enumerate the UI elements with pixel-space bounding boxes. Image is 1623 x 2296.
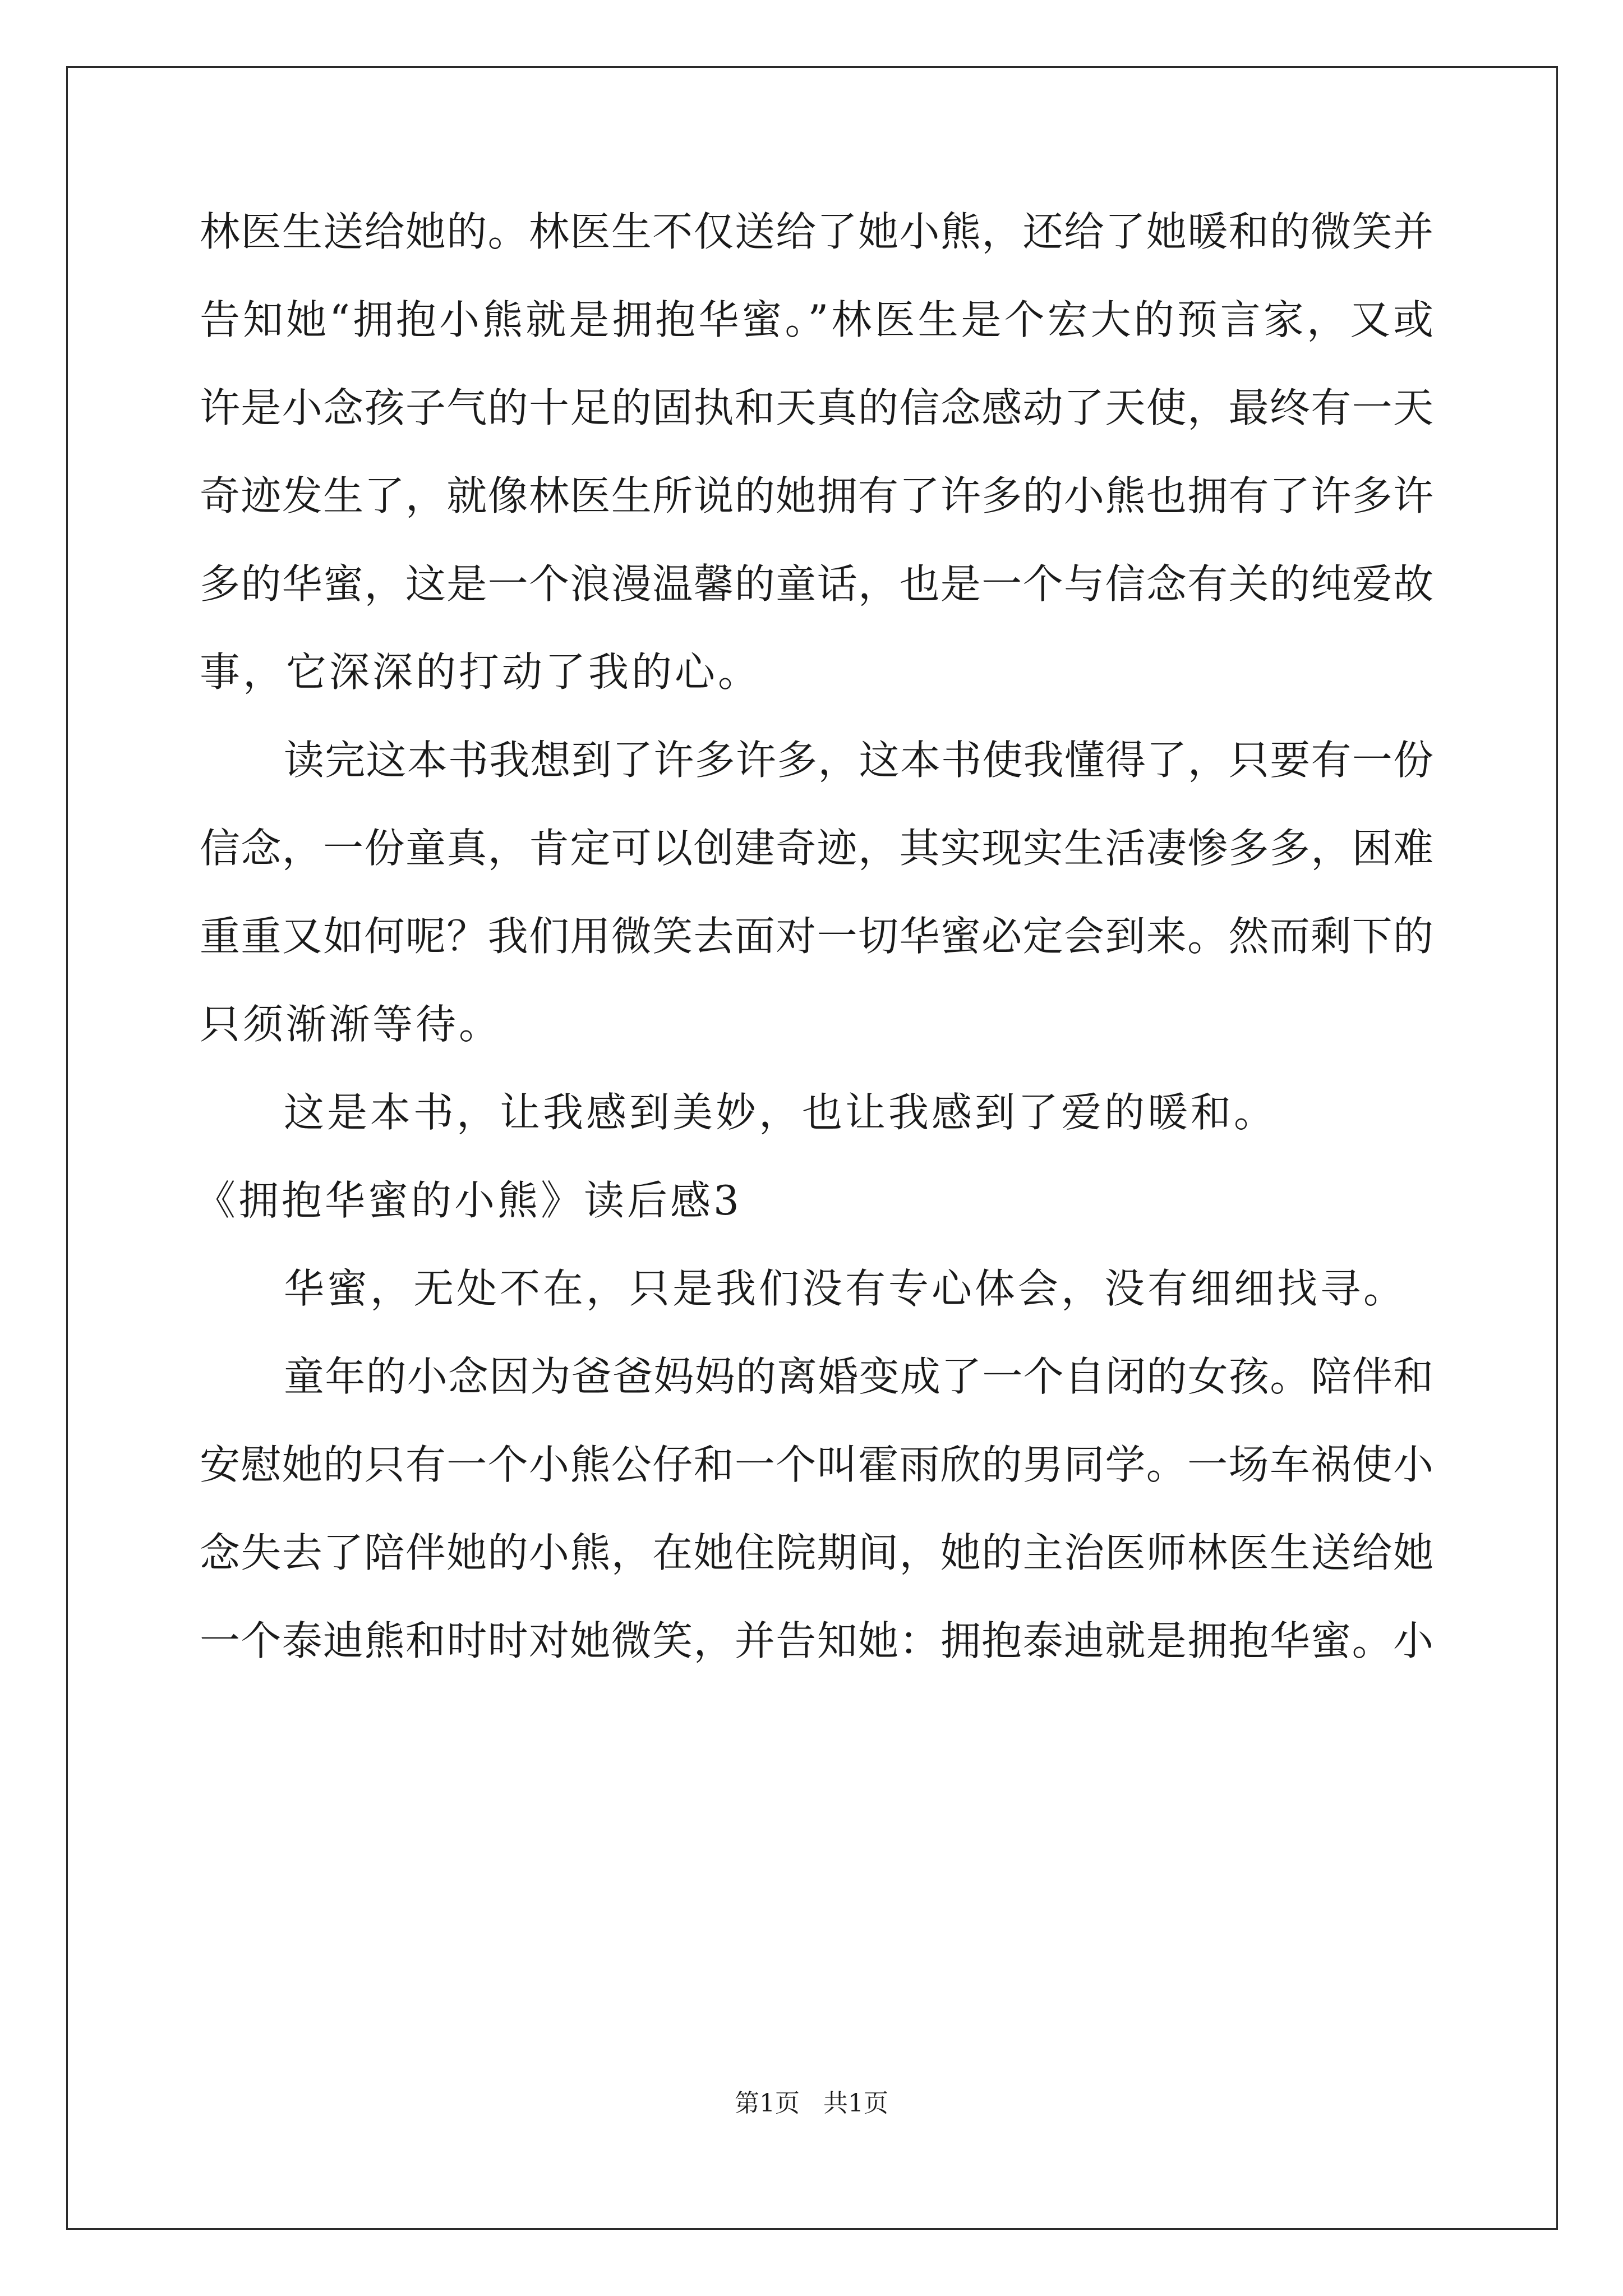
page-number: 第1页 共1页 xyxy=(735,2089,888,2118)
text-line: 童年的小念因为爸爸妈妈的离婚变成了一个自闭的女孩。陪伴和 xyxy=(284,1353,1433,1400)
document-body xyxy=(195,208,1433,1709)
text-line: 念失去了陪伴她的小熊，在她住院期间，她的主治医师林医生送给她 xyxy=(200,1529,1433,1576)
text-line: 这是本书，让我感到美妙，也让我感到了爱的暖和。 xyxy=(284,1089,1278,1136)
text-line: 华蜜，无处不在，只是我们没有专心体会，没有细细找寻。 xyxy=(284,1265,1407,1312)
text-line: 告知她“拥抱小熊就是拥抱华蜜。”林医生是个宏大的预言家，又或 xyxy=(200,296,1433,343)
page-footer xyxy=(0,2091,1623,2116)
text-line: 读完这本书我想到了许多许多，这本书使我懂得了，只要有一份 xyxy=(284,737,1433,784)
text-line: 事，它深深的打动了我的心。 xyxy=(200,648,762,696)
text-line: 安慰她的只有一个小熊公仔和一个叫霍雨欣的男同学。一场车祸使小 xyxy=(200,1441,1433,1488)
text-line: 奇迹发生了，就像林医生所说的她拥有了许多的小熊也拥有了许多许 xyxy=(200,472,1433,519)
text-line: 许是小念孩子气的十足的固执和天真的信念感动了天使，最终有一天 xyxy=(200,384,1433,431)
text-line: 重重又如何呢？我们用微笑去面对一切华蜜必定会到来。然而剩下的 xyxy=(200,913,1433,960)
text-line: 林医生送给她的。林医生不仅送给了她小熊，还给了她暖和的微笑并 xyxy=(200,208,1433,255)
text-line: 多的华蜜，这是一个浪漫温馨的童话，也是一个与信念有关的纯爱故 xyxy=(200,560,1433,608)
text-line: 信念，一份童真，肯定可以创建奇迹，其实现实生活凄惨多多，困难 xyxy=(200,825,1433,872)
section-heading: 《拥抱华蜜的小熊》读后感3 xyxy=(195,1177,742,1224)
text-line: 只须渐渐等待。 xyxy=(200,1001,502,1048)
text-line: 一个泰迪熊和时时对她微笑，并告知她：拥抱泰迪就是拥抱华蜜。小 xyxy=(200,1617,1433,1664)
